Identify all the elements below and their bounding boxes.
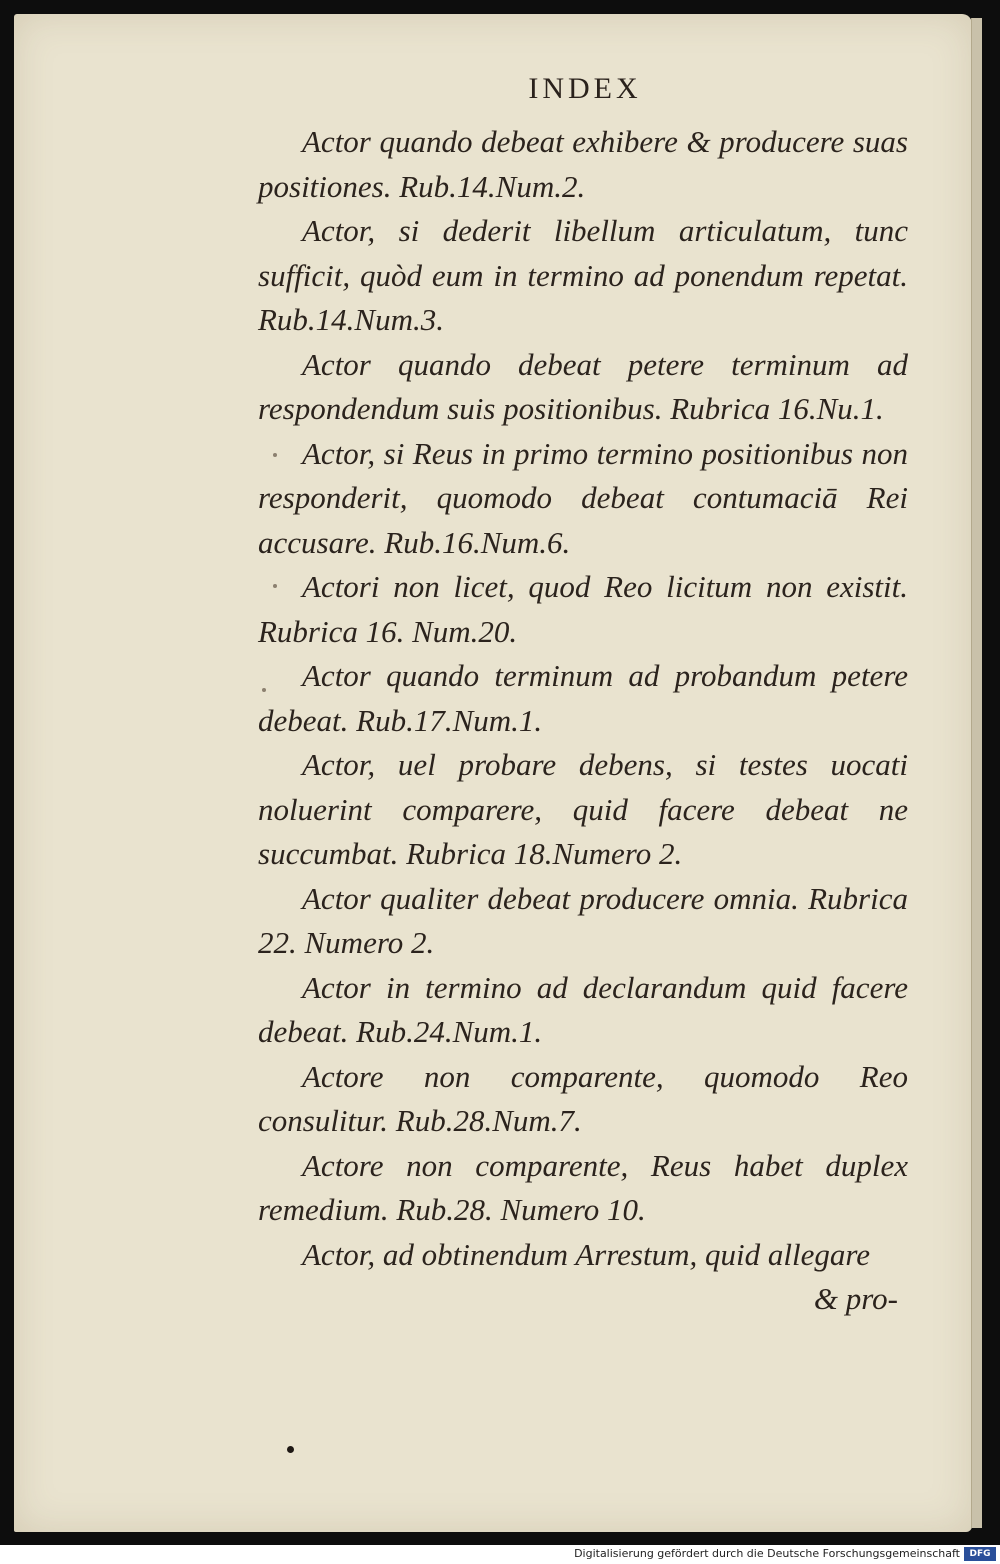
index-entry: Actore non comparente, quomodo Reo consulitur. Rub.28.Num.7. [258,1058,908,1138]
index-entry: Actor qualiter debeat producere omnia. Rubrica 22. Numero 2. [258,880,908,960]
ink-speck [262,688,266,692]
index-entries [258,120,908,1322]
ink-speck [273,453,277,457]
page-header: INDEX [528,72,642,105]
index-entry: Actor quando debeat exhibere & producere suas positiones. Rub.14.Num.2. [258,124,908,204]
footer-credit: Digitalisierung gefördert durch die Deutsche Forschungsgemeinschaft [574,1547,960,1560]
index-entry: Actore non comparente, Reus habet duplex remedium. Rub.28. Numero 10. [258,1147,908,1227]
index-entry: Actor, si Reus in primo termino positionibus non responderit, quomodo debeat contumaciā Rei accusare. Rub.16.Num.6. [258,435,908,560]
index-entry: Actor in termino ad declarandum quid facere debeat. Rub.24.Num.1. [258,969,908,1049]
index-entry: Actori non licet, quod Reo licitum non existit. Rubrica 16. Num.20. [258,569,908,649]
catchword: & pro- [813,1281,898,1316]
index-entry: Actor, si dederit libellum articulatum, tunc sufficit, quòd eum in termino ad ponendum repetat. Rub.14.Num.3. [258,213,908,337]
page-edge [971,18,982,1528]
digitization-footer [0,1545,1000,1564]
index-entry: Actor, ad obtinendum Arrestum, quid allegare [302,1236,871,1272]
index-entry: Actor quando debeat petere terminum ad respondendum suis positionibus. Rubrica 16.Nu.1. [258,346,908,426]
ink-spot [287,1446,294,1453]
index-entry: Actor quando terminum ad probandum petere debeat. Rub.17.Num.1. [258,658,908,738]
dfg-logo: DFG [964,1547,996,1561]
index-entry: Actor, uel probare debens, si testes uocati noluerint comparere, quid facere debeat ne succumbat. Rubrica 18.Numero 2. [258,747,908,871]
ink-speck [273,584,277,588]
